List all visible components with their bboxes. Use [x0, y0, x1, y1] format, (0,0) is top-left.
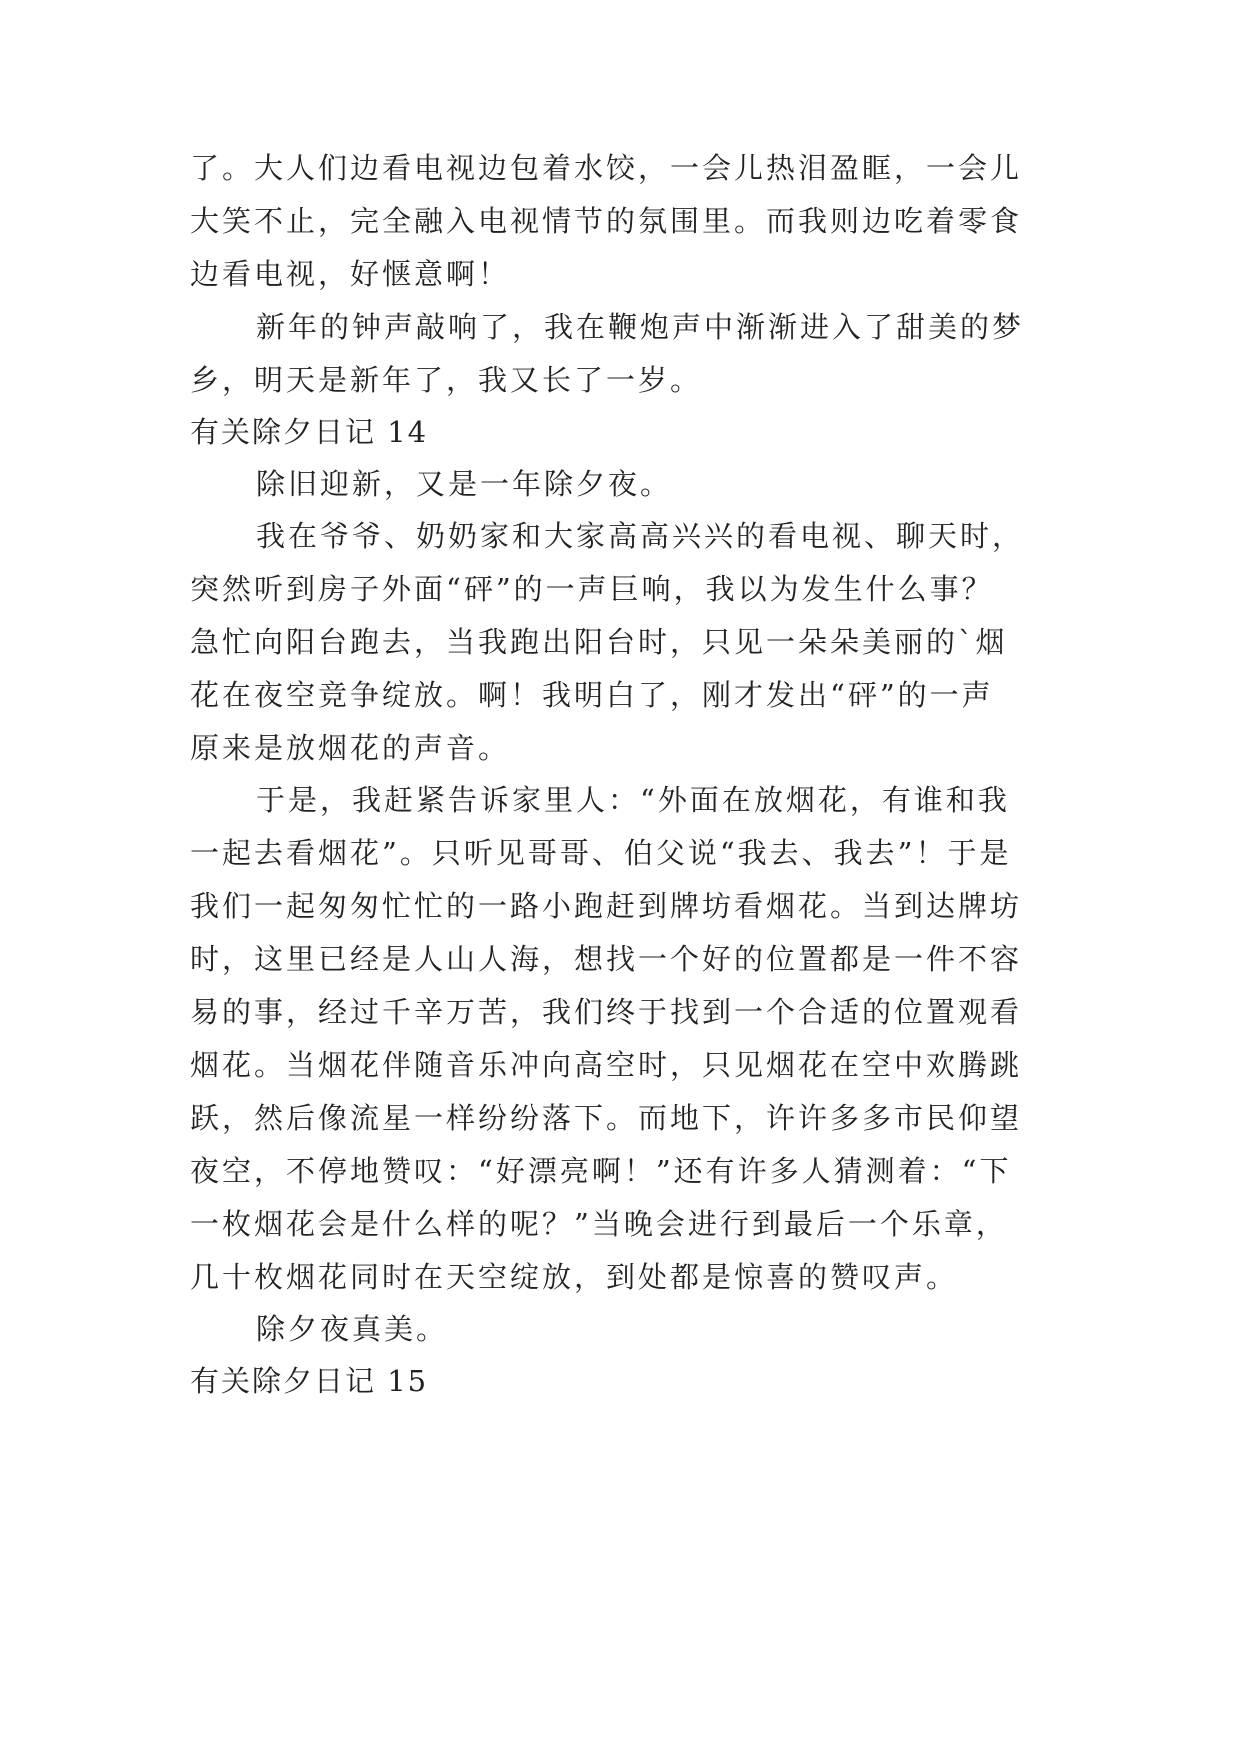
text-line: 几十枚烟花同时在天空绽放，到处都是惊喜的赞叹声。: [190, 1260, 959, 1294]
text-line: 边看电视，好惬意啊！: [190, 257, 511, 291]
text-line: 急忙向阳台跑去，当我跑出阳台时，只见一朵朵美丽的`烟: [190, 625, 1008, 659]
text-line: 了。大人们边看电视边包着水饺，一会儿热泪盈眶，一会儿: [190, 151, 1023, 185]
section-heading-15: 有关除夕日记 15: [190, 1364, 429, 1398]
paragraph-first-line: 我在爷爷、奶奶家和大家高高兴兴的看电视、聊天时，: [256, 519, 1025, 553]
text-line: 乡，明天是新年了，我又长了一岁。: [190, 363, 703, 397]
text-line: 原来是放烟花的声音。: [190, 731, 511, 765]
text-line: 时，这里已经是人山人海，想找一个好的位置都是一件不容: [190, 942, 1023, 976]
paragraph-first-line: 除旧迎新，又是一年除夕夜。: [256, 467, 673, 501]
text-line: 烟花。当烟花伴随音乐冲向高空时，只见烟花在空中欢腾跳: [190, 1048, 1023, 1082]
section-heading-14: 有关除夕日记 14: [190, 415, 429, 449]
text-line: 一起去看烟花”。只听见哥哥、伯父说“我去、我去”！于是: [190, 836, 1012, 870]
text-line: 大笑不止，完全融入电视情节的氛围里。而我则边吃着零食: [190, 204, 1023, 238]
paragraph-first-line: 于是，我赶紧告诉家里人：“外面在放烟花，有谁和我: [256, 783, 1010, 817]
text-line: 花在夜空竞争绽放。啊！我明白了，刚才发出“砰”的一声: [190, 678, 994, 712]
paragraph-first-line: 除夕夜真美。: [256, 1312, 449, 1346]
text-line: 易的事，经过千辛万苦，我们终于找到一个合适的位置观看: [190, 995, 1023, 1029]
paragraph-first-line: 新年的钟声敲响了，我在鞭炮声中渐渐进入了甜美的梦: [256, 310, 1025, 344]
text-line: 夜空，不停地赞叹：“好漂亮啊！”还有许多人猜测着：“下: [190, 1154, 1012, 1188]
text-line: 我们一起匆匆忙忙的一路小跑赶到牌坊看烟花。当到达牌坊: [190, 889, 1023, 923]
text-line: 突然听到房子外面“砰”的一声巨响，我以为发生什么事？: [190, 572, 994, 606]
text-line: 一枚烟花会是什么样的呢？”当晚会进行到最后一个乐章，: [190, 1207, 1008, 1241]
text-line: 跃，然后像流星一样纷纷落下。而地下，许许多多市民仰望: [190, 1101, 1023, 1135]
